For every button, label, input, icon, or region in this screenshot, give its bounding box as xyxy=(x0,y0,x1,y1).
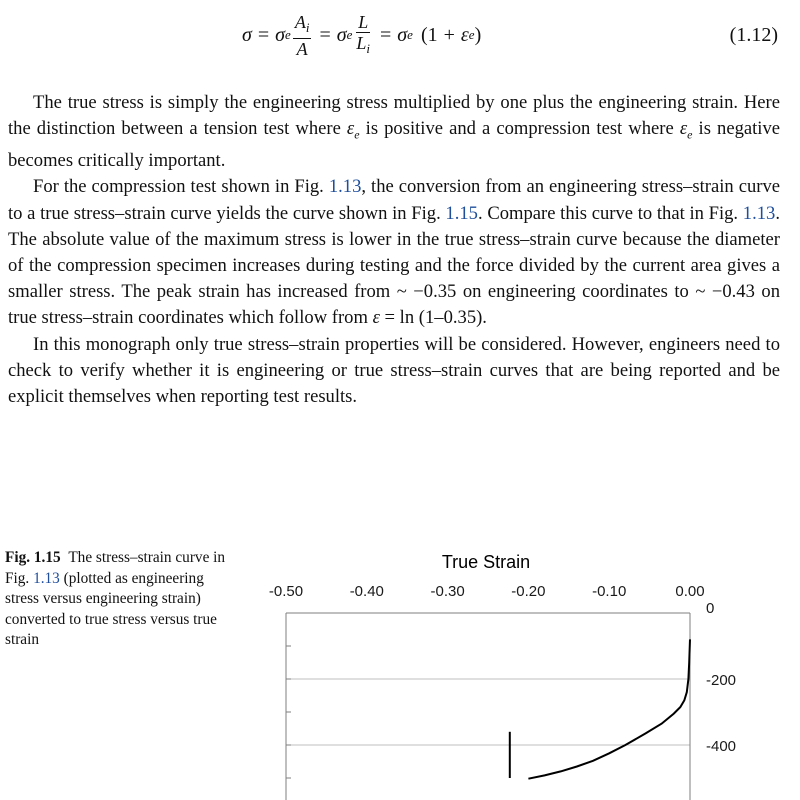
eq-fraction-area: $\frac{A_i}{A}$ xyxy=(294,11,310,59)
body-text xyxy=(8,90,780,410)
eq-fraction-length: $\frac{L}{L_i}$ xyxy=(356,11,371,56)
y-tick-label: -400 xyxy=(706,738,737,755)
eq-sub-e: e xyxy=(285,27,291,42)
figure-caption: Fig. 1.15 The stress–strain curve in Fig. 1.13 (plotted as engineering stress versus engineering strain) converted to true stress versus true strain xyxy=(5,549,226,648)
caption-figure-link[interactable]: 1.13 xyxy=(33,569,60,587)
paragraph-3: In this monograph only true stress–strain properties will be considered. However, engineers need to check to verify whether it is engineering or true stress–strain curves that are being reported and be explicit themselves when reporting test results. xyxy=(8,333,780,407)
grid-lines xyxy=(286,679,690,745)
chart-canvas xyxy=(240,540,800,800)
x-tick-label: -0.20 xyxy=(511,583,546,600)
equation-number: (1.12) xyxy=(729,24,778,46)
x-tick-label: -0.30 xyxy=(430,583,465,600)
eq-sigma: σ xyxy=(242,23,252,46)
y-tick-label: 0 xyxy=(706,600,715,617)
eq-sigma-e: σ xyxy=(275,23,286,46)
figure-link-1-13[interactable]: 1.13 xyxy=(742,202,776,224)
axes xyxy=(286,613,690,800)
figure-link-1-15[interactable]: 1.15 xyxy=(445,202,478,224)
y-tick-label: -200 xyxy=(706,672,737,689)
x-tick-label: 0.00 xyxy=(675,583,705,600)
paragraph-1: The true stress is simply the engineering stress multiplied by one plus the engineering strain. Here the distinction between a tension test where $\varepsilon_e$ is positive and a compression test where $\varepsilon_e$ is negative becomes critically important. xyxy=(8,92,781,172)
x-tick-label: -0.10 xyxy=(592,583,627,600)
series-lines xyxy=(510,639,690,778)
equation-math: σ = σ e $\frac{A_i}{A}$ = σ e $\frac{L}{L_i}$ = σ e ( 1 + ε e ) xyxy=(242,11,482,59)
figure-link-1-13[interactable]: 1.13 xyxy=(328,176,362,198)
x-tick-label: -0.50 xyxy=(268,583,304,600)
x-axis-title: True Strain xyxy=(441,552,531,572)
equation-1-12 xyxy=(0,10,800,60)
tick-labels xyxy=(269,583,736,755)
x-tick-label: -0.40 xyxy=(349,583,384,600)
stress-strain-chart xyxy=(240,540,800,800)
series-line-0 xyxy=(528,639,690,778)
paragraph-2: For the compression test shown in Fig. 1.13, the conversion from an engineering stress–strain curve to a true stress–strain curve yields the curve shown in Fig. 1.15. Compare this curve to that in Fig. 1.13. The absolute value of the maximum stress is lower in the true stress–strain curve because the diameter of the compression specimen increases during testing and the force divided by the current area gives a smaller stress. The peak strain has increased from ~ −0.35 on engineering coordinates to ~ −0.43 on true stress–strain coordinates which follow from ε = ln (1–0.35). xyxy=(8,176,780,329)
caption-label: Fig. 1.15 xyxy=(5,549,61,566)
